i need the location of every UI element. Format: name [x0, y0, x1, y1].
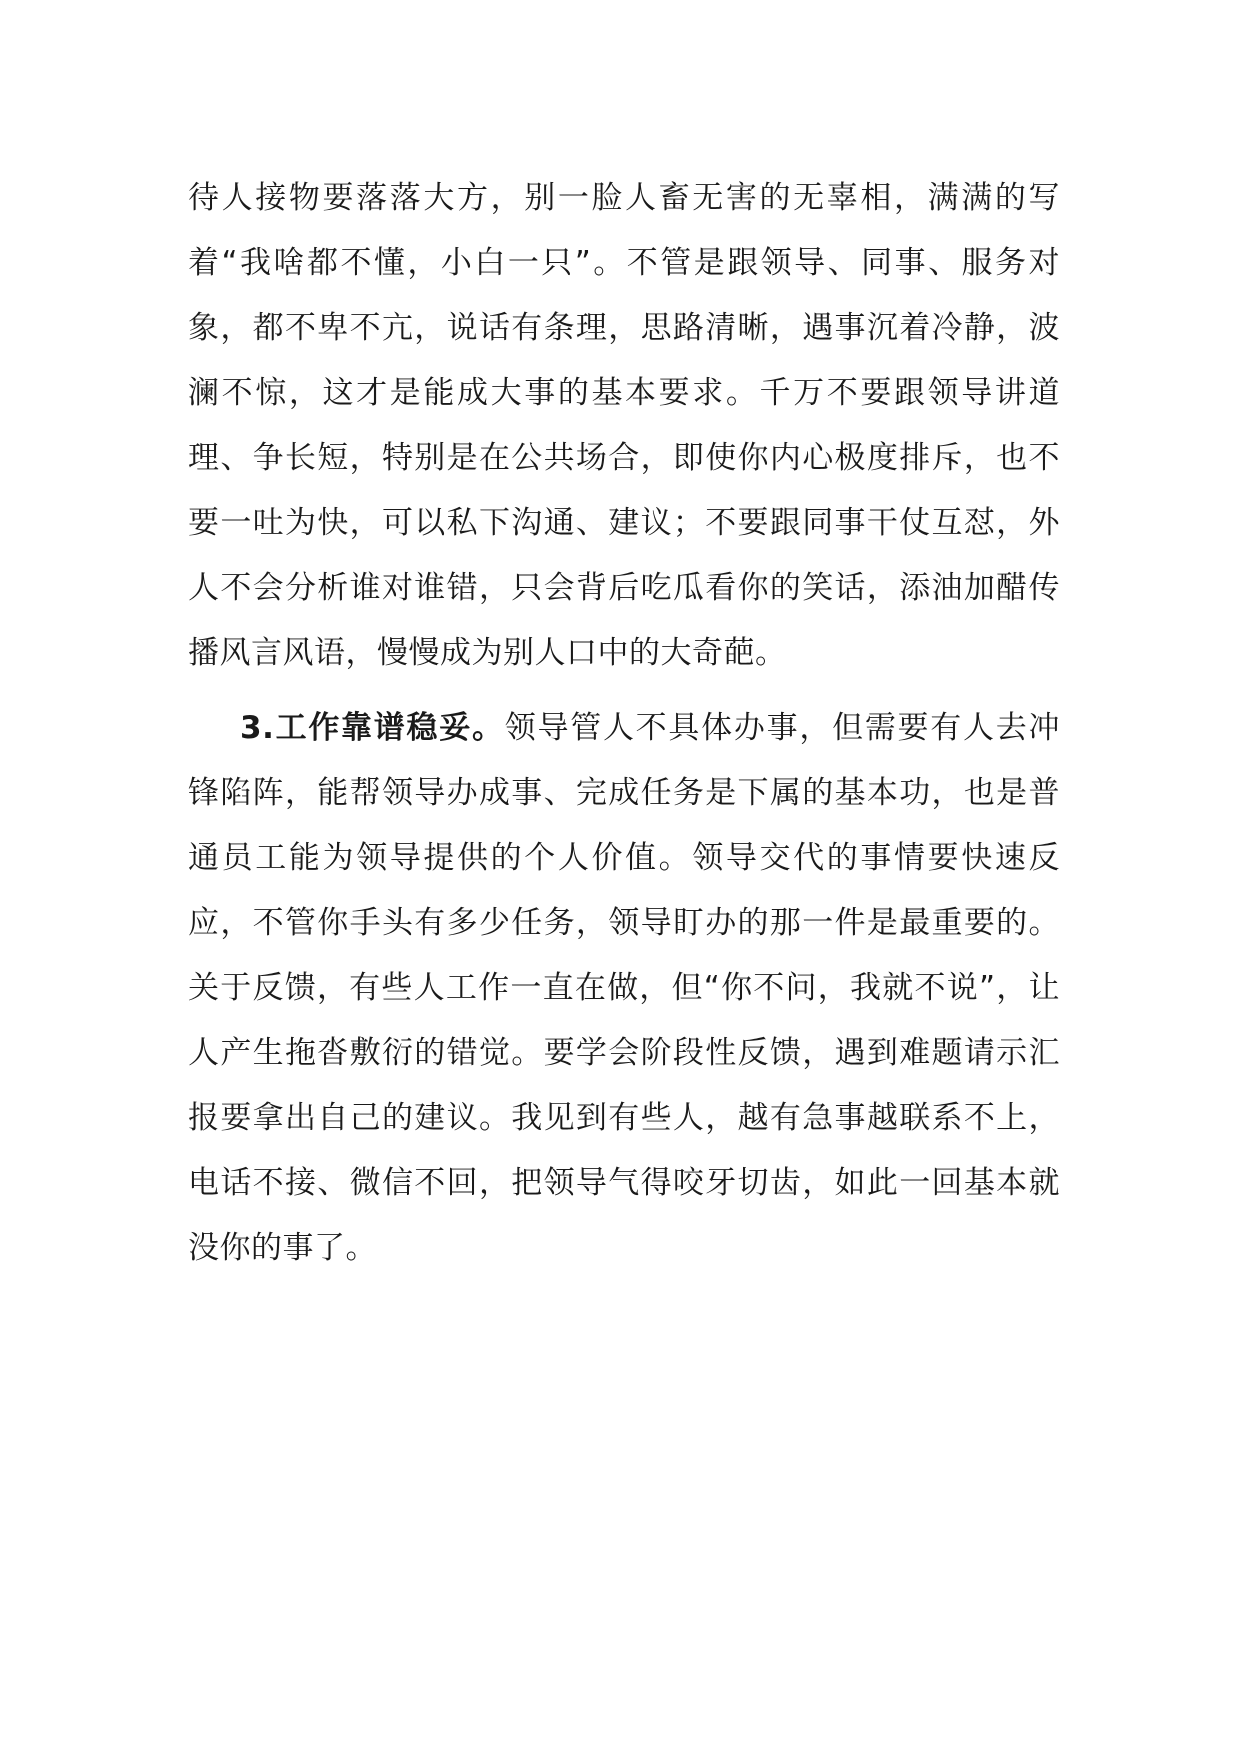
- paragraph-conduct: [188, 166, 1060, 686]
- paragraph-conduct-text: 待人接物要落落大方，别一脸人畜无害的无辜相，满满的写着“我啥都不懂，小白一只”。不管是跟领导、同事、服务对象，都不卑不亢，说话有条理，思路清晰，遇事沉着冷静，波澜不惊，这才是能成大事的基本要求。千万不要跟领导讲道理、争长短，特别是在公共场合，即使你内心极度排斥，也不要一吐为快，可以私下沟通、建议；不要跟同事干仗互怼，外人不会分析谁对谁错，只会背后吃瓜看你的笑话，添油加醋传播风言风语，慢慢成为别人口中的大奇葩。: [188, 180, 1060, 671]
- paragraph-work-reliable-text: 领导管人不具体办事，但需要有人去冲锋陷阵，能帮领导办成事、完成任务是下属的基本功，也是普通员工能为领导提供的个人价值。领导交代的事情要快速反应，不管你手头有多少任务，领导盯办的那一件是最重要的。关于反馈，有些人工作一直在做，但“你不问，我就不说”，让人产生拖沓敷衍的错觉。要学会阶段性反馈，遇到难题请示汇报要拿出自己的建议。我见到有些人，越有急事越联系不上，电话不接、微信不回，把领导气得咬牙切齿，如此一回基本就没你的事了。: [188, 710, 1060, 1266]
- paragraph-work-reliable: [188, 696, 1060, 1281]
- section-heading-work-reliable: 3.工作靠谱稳妥。: [240, 710, 505, 746]
- document-body: [188, 166, 1060, 1281]
